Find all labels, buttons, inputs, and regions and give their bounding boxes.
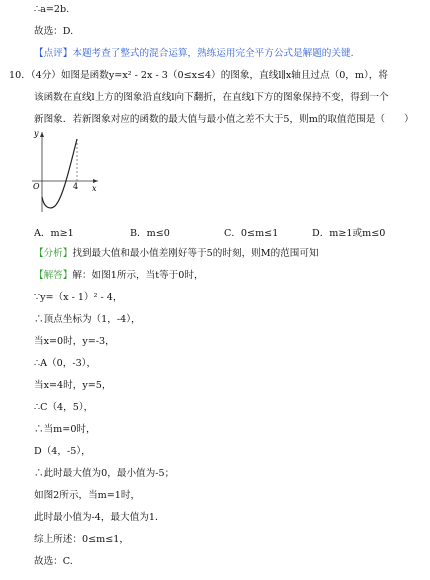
solution-step: ∵y=（x - 1）² - 4， xyxy=(34,292,123,303)
tick-label: 4 xyxy=(73,182,79,191)
question-line: 该函数在直线l上方的图象沿直线l向下翻折，在直线l下方的图象保持不变，得到一个 xyxy=(34,92,389,103)
solution-step: 综上所述：0≤m≤1， xyxy=(34,534,129,545)
options-row xyxy=(34,225,414,239)
answer-line xyxy=(34,269,204,282)
question-line: 10．（4分）如图是函数y=x² - 2x - 3（0≤x≤4）的图象，直线l∥x轴且过点（0，m），将 xyxy=(9,70,388,81)
parabola-curve xyxy=(42,139,77,208)
solution-step: ∴此时最大值为0，最小值为-5； xyxy=(34,468,175,479)
text-line: ∴a=2b. xyxy=(34,4,70,15)
solution-step: 故选：C. xyxy=(34,556,73,567)
comment-line xyxy=(34,47,360,60)
analysis-line xyxy=(34,247,319,260)
answer-text: 解：如图1所示，当t等于0时， xyxy=(72,270,204,281)
x-axis-label: x xyxy=(92,184,97,193)
solution-step: ∴当m=0时， xyxy=(34,424,96,435)
option-c[interactable]: C．0≤m≤1 xyxy=(224,228,279,239)
y-axis-arrow xyxy=(40,132,44,137)
solution-step: 此时最小值为-4，最大值为1． xyxy=(34,512,165,523)
analysis-tag: 【分析】 xyxy=(34,248,73,259)
solution-step: 当x=4时，y=5， xyxy=(34,380,112,391)
origin-label: O xyxy=(33,182,40,191)
x-axis-arrow xyxy=(93,179,98,183)
option-d[interactable]: D．m≥1或m≤0 xyxy=(312,228,386,239)
solution-step: ∴A（0，-3）， xyxy=(34,358,97,369)
solution-step: D（4，-5）， xyxy=(34,446,91,457)
option-b[interactable]: B．m≤0 xyxy=(130,228,170,239)
solution-step: 如图2所示，当m=1时， xyxy=(34,490,141,501)
analysis-text: 找到最大值和最小值差刚好等于5的时刻，则M的范围可知 xyxy=(72,248,319,259)
solution-step: ∴C（4，5）， xyxy=(34,402,94,413)
comment-text: 【点评】本题考查了整式的混合运算，熟练运用完全平方公式是解题的关键． xyxy=(34,48,361,59)
solution-step: ∴顶点坐标为（1，-4）， xyxy=(34,314,141,325)
answer-tag: 【解答】 xyxy=(34,270,73,281)
function-graph xyxy=(30,126,102,216)
option-a[interactable]: A．m≥1 xyxy=(34,228,74,239)
solution-step: 当x=0时，y=-3， xyxy=(34,336,115,347)
question-line: 新图象．若新图象对应的函数的最大值与最小值之差不大于5，则m的取值范围是（ ） xyxy=(34,114,414,125)
y-axis-label: y xyxy=(34,129,39,138)
text-line: 故选：D. xyxy=(34,26,74,37)
